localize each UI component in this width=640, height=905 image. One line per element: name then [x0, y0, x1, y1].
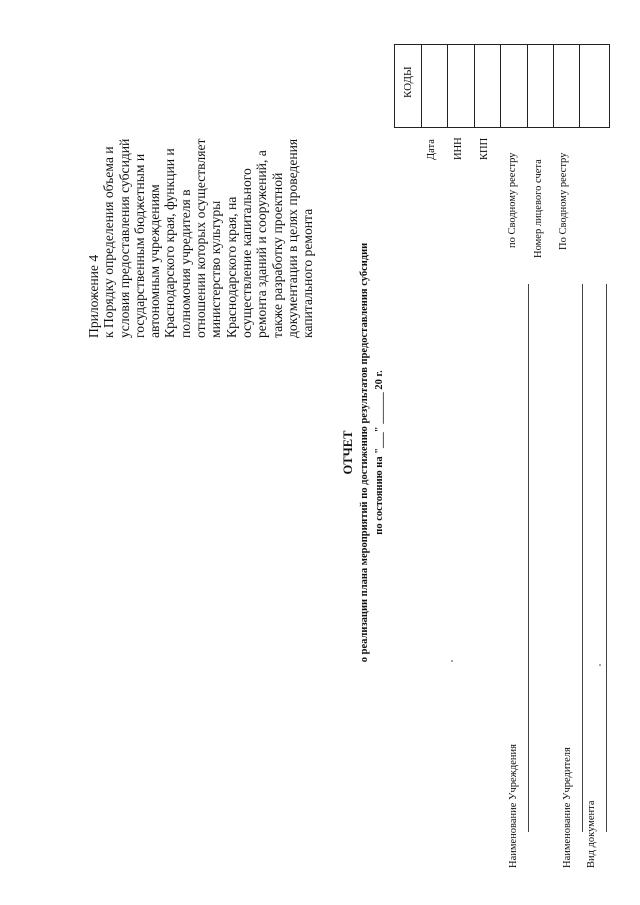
appendix-line: полномочия учредителя в	[177, 189, 193, 338]
report-title: ОТЧЕТ	[341, 430, 355, 475]
codes-table-divider	[553, 45, 554, 127]
appendix-line: осуществление капитального	[238, 168, 254, 338]
codes-table	[394, 44, 610, 128]
appendix-line: Краснодарского края, функции и	[162, 148, 178, 338]
appendix-block	[86, 20, 315, 338]
codes-table-divider	[579, 45, 580, 127]
scan-speck	[599, 664, 601, 666]
doc-type-underline	[606, 284, 607, 832]
appendix-line: Краснодарского края, на	[223, 196, 239, 338]
codes-table-divider	[447, 45, 448, 127]
appendix-line: автономным учреждениям	[147, 184, 163, 338]
codes-row-label-registry: по Сводному реестру	[507, 152, 518, 248]
codes-row-label-account: Номер лицевого счета	[533, 159, 544, 258]
appendix-line: к Порядку определения объема и	[101, 146, 117, 338]
codes-table-divider	[474, 45, 475, 127]
codes-table-divider	[500, 45, 501, 127]
appendix-line: Приложение 4	[86, 254, 101, 338]
institution-label: Наименование Учреждения	[508, 744, 519, 868]
appendix-line: документации в целях проведения	[284, 138, 300, 338]
institution-underline	[528, 284, 529, 832]
appendix-line: ремонта зданий и сооружений, а	[254, 150, 270, 338]
appendix-line: отношении которых осуществляет	[193, 138, 209, 338]
codes-row-label-date: Дата	[426, 139, 437, 160]
founder-underline	[582, 284, 583, 832]
doc-type-label-text: Вид документа	[586, 800, 597, 868]
scan-speck	[451, 660, 453, 662]
report-subtitle: о реализации плана мероприятий по достижению результатов предоставления субсидии	[359, 242, 370, 663]
founder-label: Наименование Учредителя	[562, 747, 573, 868]
codes-table-divider	[421, 45, 422, 127]
appendix-line: также разработку проектной	[269, 172, 285, 338]
codes-row-label-kpp: КПП	[479, 137, 490, 160]
report-title-block	[340, 0, 387, 905]
appendix-line: капитального ремонта	[300, 208, 316, 338]
report-date-line: по состоянию на "___" ______ 20 г.	[374, 370, 385, 535]
appendix-line: условия предоставления субсидий	[116, 138, 132, 338]
codes-header: КОДЫ	[402, 66, 414, 98]
appendix-line: министерство культуры	[208, 200, 224, 338]
codes-row-label-inn: ИНН	[453, 137, 464, 160]
appendix-line: государственным бюджетным и	[131, 153, 147, 338]
codes-row-label-registry-2: По Сводному реестру	[558, 152, 569, 250]
codes-table-divider	[527, 45, 528, 127]
